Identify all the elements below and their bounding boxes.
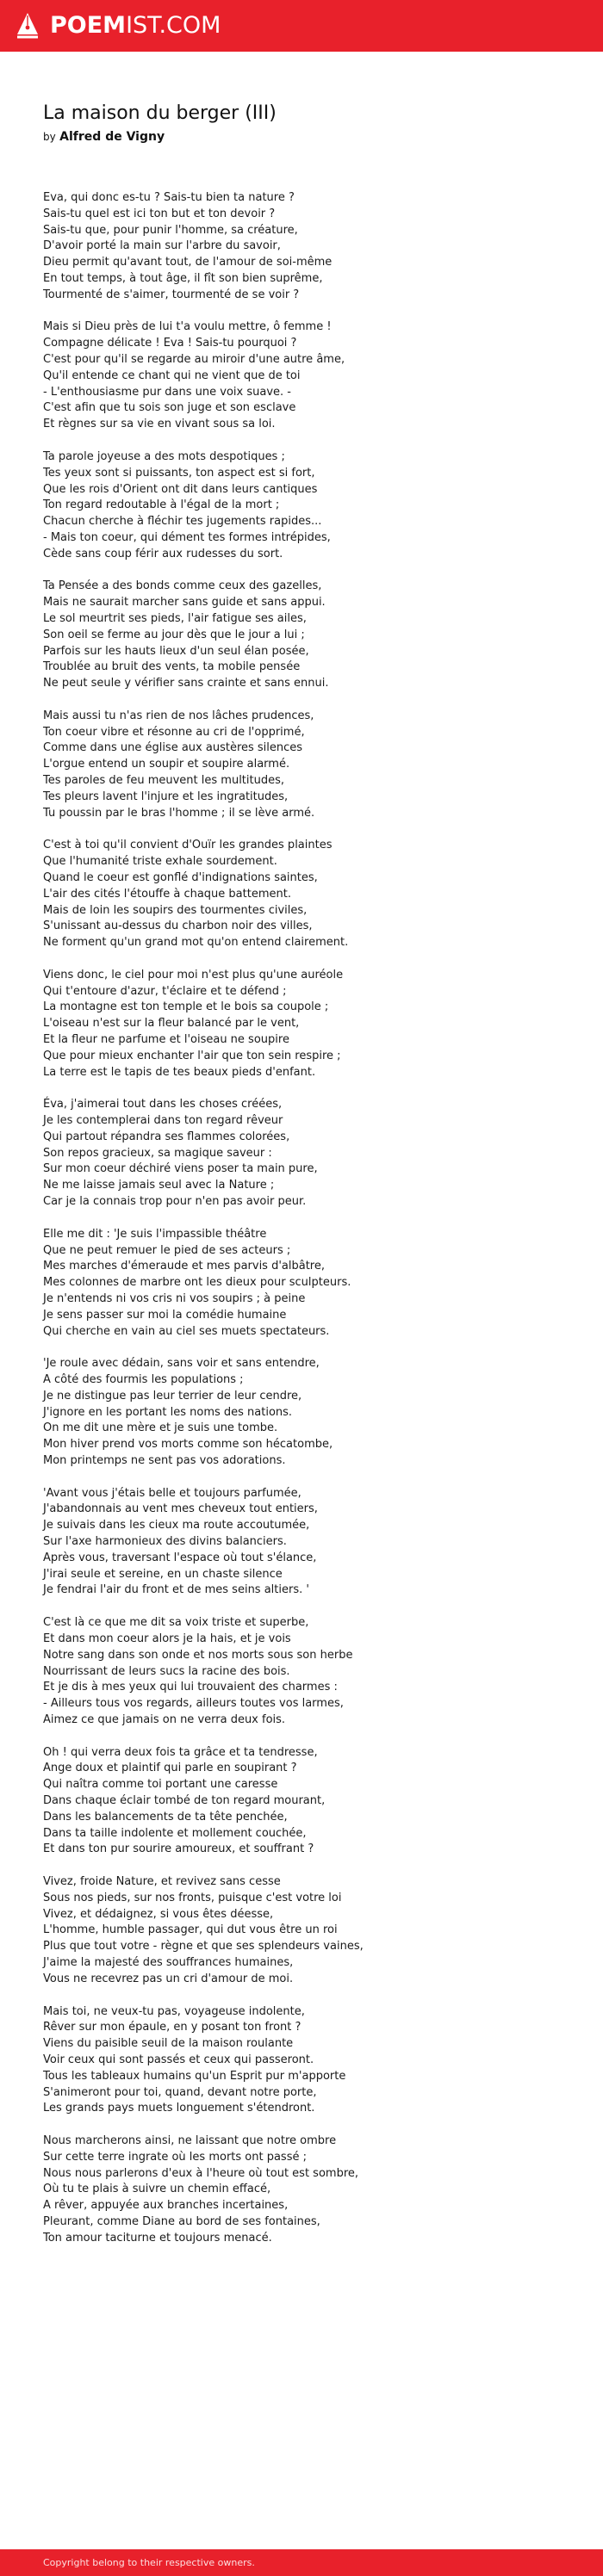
poem-line: Cède sans coup férir aux rudesses du sort. (43, 547, 283, 560)
poem-line: La terre est le tapis de tes beaux pieds d'enfant. (43, 1065, 316, 1079)
poem-line: Mon printemps ne sent pas vos adorations. (43, 1454, 286, 1467)
poem-line: Après vous, traversant l'espace où tout s'élance, (43, 1551, 317, 1564)
poem-line: Le sol meurtrit ses pieds, l'air fatigue ses ailes, (43, 612, 307, 625)
poem-line: Notre sang dans son onde et nos morts sous son herbe (43, 1648, 353, 1662)
poem-line: S'unissant au-dessus du charbon noir des villes, (43, 920, 313, 933)
pen-nib-icon[interactable] (16, 12, 40, 40)
poem-body (43, 190, 577, 2263)
poem-line: Que ne peut remuer le pied de ses acteurs ; (43, 1243, 291, 1257)
poem-line: Rêver sur mon épaule, en y posant ton front ? (43, 2021, 302, 2034)
poem-line: L'oiseau n'est sur la fleur balancé par le vent, (43, 1017, 300, 1031)
poem-line: Où tu te plais à suivre un chemin effacé, (43, 2183, 271, 2196)
poem-line: Qui naîtra comme toi portant une caresse (43, 1778, 278, 1792)
stanza (43, 968, 577, 1081)
poem-line: Nous nous parlerons d'eux à l'heure où tout est sombre, (43, 2166, 359, 2180)
poem-line: Dieu permit qu'avant tout, de l'amour de soi-même (43, 256, 333, 269)
poem-line: Ne forment qu'un grand mot qu'on entend clairement. (43, 936, 349, 950)
poem-line: Nous marcherons ainsi, ne laissant que notre ombre (43, 2134, 337, 2148)
poem-line: Ton coeur vibre et résonne au cri de l'opprimé, (43, 725, 305, 739)
poem-line: - Ailleurs tous vos regards, ailleurs toutes vos larmes, (43, 1697, 344, 1711)
poem-line: Car je la connais trop pour n'en pas avoir peur. (43, 1195, 307, 1209)
poem-line: Pleurant, comme Diane au bord de ses fontaines, (43, 2215, 320, 2229)
byline-prefix: by (43, 131, 56, 143)
copyright-text: Copyright belong to their respective owners. (43, 2557, 255, 2568)
poem-line: Mais si Dieu près de lui t'a voulu mettre, ô femme ! (43, 320, 332, 334)
stanza (43, 579, 577, 692)
poem-line: Qui cherche en vain au ciel ses muets spectateurs. (43, 1324, 330, 1338)
poem-line: Sur mon coeur déchiré viens poser ta main pure, (43, 1162, 318, 1176)
logo-bold-text: POEM (50, 12, 127, 39)
poem-line: Et dans mon coeur alors je la hais, et je vois (43, 1632, 291, 1645)
poem-line: - Mais ton coeur, qui dément tes formes intrépides, (43, 530, 331, 544)
site-logo[interactable] (50, 13, 221, 39)
poem-line: Tes paroles de feu meuvent les multitudes, (43, 774, 285, 788)
poem-line: Parfois sur les hauts lieux d'un seul élan posée, (43, 644, 309, 658)
poem-line: Que pour mieux enchanter l'air que ton sein respire ; (43, 1049, 341, 1062)
poem-line: Tourmenté de s'aimer, tourmenté de se voir ? (43, 288, 300, 301)
poem-line: Mon hiver prend vos morts comme son hécatombe, (43, 1438, 333, 1452)
stanza (43, 449, 577, 563)
stanza (43, 838, 577, 951)
poem-line: Compagne délicate ! Eva ! Sais-tu pourquoi ? (43, 337, 297, 350)
poem-line: Les grands pays muets longuement s'étendront. (43, 2102, 315, 2115)
poem-line: Dans ta taille indolente et mollement couchée, (43, 1826, 307, 1840)
poem-line: Ta Pensée a des bonds comme ceux des gazelles, (43, 579, 322, 593)
poem-line: Ange doux et plaintif qui parle en soupirant ? (43, 1762, 297, 1775)
poem-line: Ton regard redoutable à l'égal de la mort ; (43, 498, 280, 512)
author-name[interactable]: Alfred de Vigny (59, 130, 165, 144)
stanza (43, 1874, 577, 1988)
byline (43, 129, 165, 145)
poem-line: L'homme, humble passager, qui dut vous être un roi (43, 1923, 338, 1937)
poem-line: Ton amour taciturne et toujours menacé. (43, 2231, 272, 2245)
poem-line: Je n'entends ni vos cris ni vos soupirs ; à peine (43, 1291, 306, 1305)
poem-title: La maison du berger (III) (43, 102, 277, 124)
poem-line: Éva, j'aimerai tout dans les choses créées, (43, 1098, 283, 1112)
poem-line: Et la fleur ne parfume et l'oiseau ne soupire (43, 1033, 289, 1046)
poem-line: Que les rois d'Orient ont dit dans leurs cantiques (43, 482, 318, 496)
stanza (43, 1615, 577, 1729)
poem-line: Mais toi, ne veux-tu pas, voyageuse indolente, (43, 2004, 305, 2018)
poem-line: Mais aussi tu n'as rien de nos lâches prudences, (43, 709, 314, 722)
poem-line: Troublée au bruit des vents, ta mobile pensée (43, 660, 301, 674)
poem-line: Dans les balancements de ta tête penchée, (43, 1810, 288, 1824)
poem-line: Plus que tout votre - règne et que ses splendeurs vaines, (43, 1940, 364, 1954)
stanza (43, 2004, 577, 2118)
poem-line: Ta parole joyeuse a des mots despotiques ; (43, 449, 285, 463)
poem-line: Voir ceux qui sont passés et ceux qui passeront. (43, 2053, 314, 2066)
poem-line: Qui t'entoure d'azur, t'éclaire et te défend ; (43, 984, 287, 998)
poem-line: Qui partout répandra ses flammes colorées, (43, 1130, 290, 1143)
poem-line: Comme dans une église aux austères silences (43, 741, 303, 755)
poem-line: Mais de loin les soupirs des tourmentes civiles, (43, 903, 308, 917)
poem-line: Et règnes sur sa vie en vivant sous sa loi. (43, 418, 276, 431)
stanza (43, 1227, 577, 1341)
poem-line: La montagne est ton temple et le bois sa coupole ; (43, 1000, 329, 1014)
poem-line: A côté des fourmis les populations ; (43, 1373, 244, 1387)
poem-line: En tout temps, à tout âge, il fît son bien suprême, (43, 271, 323, 285)
poem-line: Tu poussin par le bras l'homme ; il se lève armé. (43, 806, 315, 820)
poem-line: S'animeront pour toi, quand, devant notre porte, (43, 2085, 317, 2099)
poem-line: Chacun cherche à fléchir tes jugements rapides... (43, 515, 322, 529)
site-footer (0, 2549, 603, 2576)
poem-line: C'est à toi qu'il convient d'Ouïr les grandes plaintes (43, 839, 333, 852)
poem-line: A rêver, appuyée aux branches incertaines, (43, 2199, 289, 2213)
stanza (43, 709, 577, 822)
poem-line: Vivez, froide Nature, et revivez sans cesse (43, 1875, 281, 1889)
poem-line: Sur l'axe harmonieux des divins balanciers. (43, 1535, 287, 1549)
poem-line: Je ne distingue pas leur terrier de leur cendre, (43, 1389, 302, 1403)
poem-line: J'ignore en les portant les noms des nations. (43, 1405, 293, 1419)
poem-line: Aimez ce que jamais on ne verra deux fois. (43, 1712, 286, 1726)
poem-line: Tous les tableaux humains qu'un Esprit pur m'apporte (43, 2069, 346, 2083)
poem-line: Ne me laisse jamais seul avec la Nature ; (43, 1179, 275, 1192)
poem-line: C'est afin que tu sois son juge et son esclave (43, 401, 296, 415)
poem-line: Tes pleurs lavent l'injure et les ingratitudes, (43, 790, 289, 803)
poem-line: Sur cette terre ingrate où les morts ont passé ; (43, 2150, 307, 2164)
poem-line: Viens du paisible seuil de la maison roulante (43, 2037, 294, 2051)
stanza (43, 1356, 577, 1470)
poem-line: Sais-tu quel est ici ton but et ton devoir ? (43, 207, 276, 220)
stanza (43, 1745, 577, 1859)
poem-line: Son oeil se ferme au jour dès que le jour a lui ; (43, 628, 305, 641)
poem-line: Son repos gracieux, sa magique saveur : (43, 1146, 272, 1160)
poem-line: J'irai seule et sereine, en un chaste silence (43, 1567, 283, 1581)
stanza (43, 1097, 577, 1211)
poem-line: 'Avant vous j'étais belle et toujours parfumée, (43, 1486, 302, 1500)
poem-line: Mes colonnes de marbre ont les dieux pour sculpteurs. (43, 1276, 351, 1290)
poem-line: L'air des cités l'étouffe à chaque battement. (43, 887, 291, 901)
stanza (43, 1486, 577, 1600)
stanza (43, 319, 577, 433)
poem-line: Mais ne saurait marcher sans guide et sans appui. (43, 596, 326, 610)
poem-line: Je les contemplerai dans ton regard rêveur (43, 1114, 283, 1128)
poem-line: Qu'il entende ce chant qui ne vient que de toi (43, 368, 301, 382)
poem-line: Que l'humanité triste exhale sourdement. (43, 855, 277, 869)
poem-line: Sais-tu que, pour punir l'homme, sa créature, (43, 223, 298, 237)
poem-line: Quand le coeur est gonflé d'indignations saintes, (43, 870, 318, 884)
poem-line: D'avoir porté la main sur l'arbre du savoir, (43, 239, 281, 253)
poem-line: C'est pour qu'il se regarde au miroir d'une autre âme, (43, 353, 345, 367)
poem-line: Vivez, et dédaignez, si vous êtes déesse, (43, 1907, 274, 1921)
poem-line: 'Je roule avec dédain, sans voir et sans entendre, (43, 1357, 320, 1371)
poem-line: Je fendrai l'air du front et de mes seins altiers. ' (43, 1583, 309, 1597)
poem-line: Oh ! qui verra deux fois ta grâce et ta tendresse, (43, 1745, 318, 1759)
poem-line: - L'enthousiasme pur dans une voix suave. - (43, 385, 291, 399)
poem-line: Mes marches d'émeraude et mes parvis d'albâtre, (43, 1260, 325, 1273)
poem-line: L'orgue entend un soupir et soupire alarmé. (43, 758, 290, 771)
stanza (43, 190, 577, 304)
poem-line: Et dans ton pur sourire amoureux, et souffrant ? (43, 1842, 314, 1856)
poem-line: Je suivais dans les cieux ma route accoutumée, (43, 1519, 310, 1533)
poem-line: Je sens passer sur moi la comédie humaine (43, 1308, 287, 1322)
poem-line: Viens donc, le ciel pour moi n'est plus qu'une auréole (43, 968, 344, 981)
poem-line: Et je dis à mes yeux qui lui trouvaient des charmes : (43, 1681, 338, 1694)
poem-line: J'aime la majesté des souffrances humaines, (43, 1956, 294, 1970)
poem-line: Vous ne recevrez pas un cri d'amour de moi. (43, 1972, 294, 1985)
poem-line: Nourrissant de leurs sucs la racine des bois. (43, 1664, 290, 1678)
poem-line: Tes yeux sont si puissants, ton aspect est si fort, (43, 466, 315, 480)
poem-line: Dans chaque éclair tombé de ton regard mourant, (43, 1794, 326, 1808)
poem-line: Elle me dit : 'Je suis l'impassible théâtre (43, 1227, 267, 1241)
poem-line: C'est là ce que me dit sa voix triste et superbe, (43, 1616, 309, 1630)
poem-line: On me dit une mère et je suis une tombe. (43, 1421, 278, 1435)
site-header (0, 0, 603, 52)
logo-light-text: IST.COM (126, 12, 221, 39)
poem-line: J'abandonnais au vent mes cheveux tout entiers, (43, 1502, 318, 1516)
poem-line: Ne peut seule y vérifier sans crainte et sans ennui. (43, 677, 329, 690)
poem-line: Sous nos pieds, sur nos fronts, puisque c'est votre loi (43, 1891, 342, 1904)
poem-line: Eva, qui donc es-tu ? Sais-tu bien ta nature ? (43, 191, 295, 204)
stanza (43, 2133, 577, 2247)
